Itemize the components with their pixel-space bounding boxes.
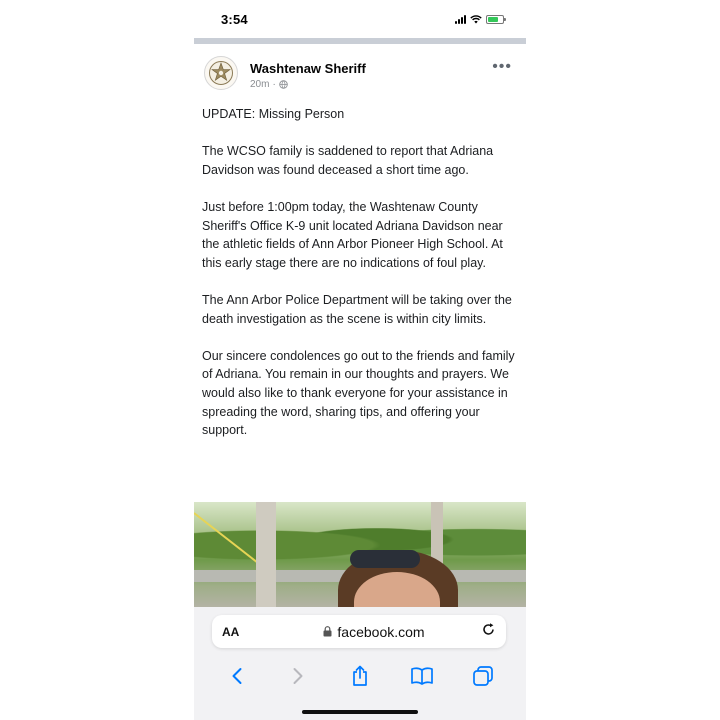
forward-icon[interactable] — [280, 662, 316, 690]
post-photo[interactable] — [194, 502, 526, 607]
meta-separator: · — [272, 79, 276, 90]
post-meta — [250, 79, 288, 90]
status-bar — [194, 0, 526, 38]
post-body — [202, 105, 522, 458]
more-options-icon[interactable]: ••• — [492, 58, 512, 75]
post-paragraph: UPDATE: Missing Person — [202, 107, 345, 121]
browser-bar — [194, 607, 526, 720]
status-time: 3:54 — [221, 11, 248, 27]
wifi-icon — [470, 15, 482, 24]
text-size-button[interactable]: AA — [222, 624, 240, 639]
globe-icon — [279, 80, 288, 89]
post-timestamp[interactable]: 20m — [250, 79, 270, 90]
url-text: facebook.com — [337, 623, 425, 640]
feed-divider — [194, 38, 526, 44]
phone-screen — [194, 0, 526, 720]
bookmarks-icon[interactable] — [404, 662, 440, 690]
tabs-icon[interactable] — [465, 662, 501, 690]
home-indicator[interactable] — [302, 710, 418, 714]
status-icons — [455, 15, 504, 24]
lock-icon — [323, 626, 332, 637]
photo-sunglasses — [350, 550, 420, 568]
post-paragraph: The WCSO family is saddened to report that Adriana Davidson was found deceased a short time ago. — [202, 144, 494, 177]
reload-icon[interactable] — [466, 622, 496, 642]
photo-pole — [256, 502, 276, 607]
post-paragraph: Just before 1:00pm today, the Washtenaw County Sheriff's Office K-9 unit located Adriana Davidson near the athletic fields of Ann Arbor Pioneer High School. At this early stage there are no indications of foul play. — [202, 199, 503, 270]
back-icon[interactable] — [219, 662, 255, 690]
cellular-signal-icon — [455, 15, 466, 24]
address-bar[interactable] — [212, 615, 506, 648]
post-header — [204, 56, 524, 96]
post-author[interactable]: Washtenaw Sheriff — [250, 61, 366, 76]
sheriff-badge-avatar[interactable] — [204, 56, 238, 90]
battery-icon — [486, 15, 504, 24]
post-paragraph: The Ann Arbor Police Department will be taking over the death investigation as the scene is within city limits. — [202, 292, 512, 326]
post-paragraph: Our sincere condolences go out to the friends and family of Adriana. You remain in our thoughts and prayers. We would also like to thank everyone for your assistance in spreading the word, sharing tips, and offering your support. — [202, 348, 515, 438]
url-display[interactable] — [282, 624, 466, 640]
browser-toolbar — [194, 659, 526, 693]
sheriff-star-icon — [208, 60, 234, 86]
share-icon[interactable] — [342, 662, 378, 690]
